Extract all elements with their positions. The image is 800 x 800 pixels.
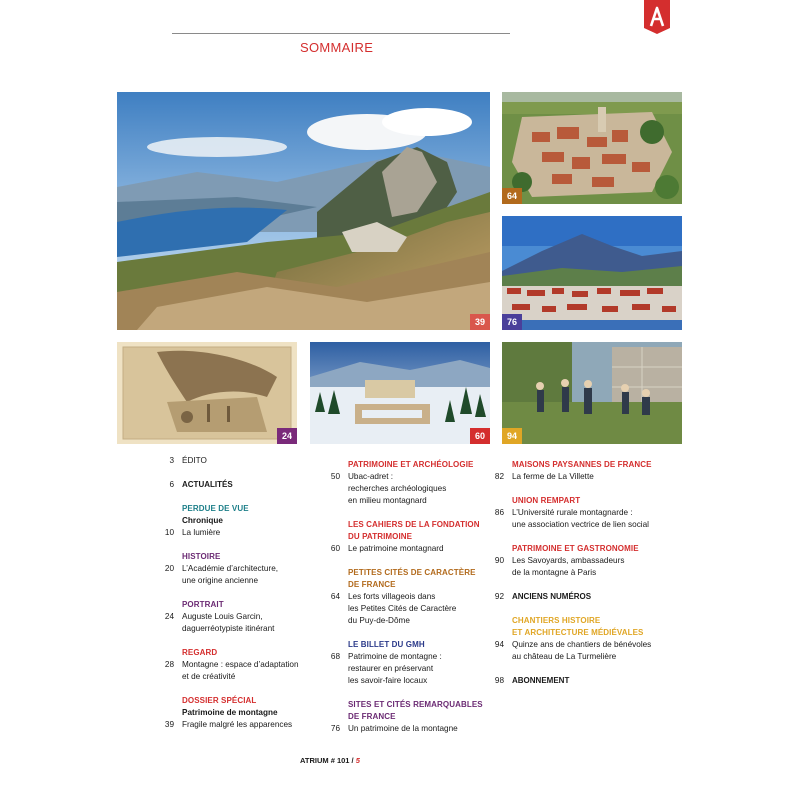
page-number: 39 <box>164 720 174 729</box>
photo-village-aerial[interactable] <box>502 92 682 204</box>
page-number: 64 <box>330 592 340 601</box>
page-badge: 24 <box>277 428 297 444</box>
rubric: HISTOIRE <box>182 552 221 561</box>
page-number: 86 <box>494 508 504 517</box>
rubric: PATRIMOINE ET GASTRONOMIE <box>512 544 639 553</box>
toc-entry-abonnement[interactable] <box>492 675 692 687</box>
atrium-logo <box>644 0 670 34</box>
toc-entry-chantiers[interactable] <box>492 615 692 663</box>
rubric: MAISONS PAYSANNES DE FRANCE <box>512 460 652 469</box>
toc-entry-maisons-paysannes[interactable] <box>492 459 692 483</box>
rubric: PATRIMOINE ET ARCHÉOLOGIE <box>348 460 474 469</box>
toc-entry-edito[interactable] <box>162 455 312 467</box>
toc-entry-dossier-special[interactable] <box>162 695 312 731</box>
page-number: 90 <box>494 556 504 565</box>
page-number: 10 <box>164 528 174 537</box>
entry-title: Patrimoine de montagne : restaurer en préservant les savoir-faire locaux <box>348 652 442 685</box>
photo-daguerreotype[interactable] <box>117 342 297 444</box>
rubric: ANCIENS NUMÉROS <box>512 592 592 601</box>
rubric: CHANTIERS HISTOIRE ET ARCHITECTURE MÉDIÉVALES <box>512 616 644 637</box>
rubric: ABONNEMENT <box>512 676 570 685</box>
toc-column-3 <box>492 459 692 699</box>
page-badge: 39 <box>470 314 490 330</box>
page-number: 68 <box>330 652 340 661</box>
page-number: 94 <box>494 640 504 649</box>
page-number: 20 <box>164 564 174 573</box>
toc-entry-anciens-numeros[interactable] <box>492 591 692 603</box>
toc-entry-perdue-de-vue[interactable] <box>162 503 312 539</box>
page-number: 3 <box>169 456 174 465</box>
page-footer <box>300 756 360 765</box>
page-badge: 76 <box>502 314 522 330</box>
rubric: PORTRAIT <box>182 600 224 609</box>
toc-entry-portrait[interactable] <box>162 599 312 635</box>
rubric: SITES ET CITÉS REMARQUABLES DE FRANCE <box>348 700 483 721</box>
photo-basque-town[interactable] <box>502 216 682 330</box>
folio: 5 <box>355 756 360 765</box>
page-number: 92 <box>494 592 504 601</box>
entry-subtitle: Chronique <box>182 516 223 525</box>
entry-title: Auguste Louis Garcin, daguerréotypiste itinérant <box>182 612 275 633</box>
rubric: PETITES CITÉS DE CARACTÈRE DE FRANCE <box>348 568 476 589</box>
page-number: 60 <box>330 544 340 553</box>
entry-title: L’Académie d’architecture, une origine ancienne <box>182 564 279 585</box>
rubric: LES CAHIERS DE LA FONDATION DU PATRIMOINE <box>348 520 480 541</box>
rubric: DOSSIER SPÉCIAL <box>182 696 257 705</box>
footer-separator: / <box>349 756 356 765</box>
entry-subtitle: Patrimoine de montagne <box>182 708 278 717</box>
toc-entry-actualites[interactable] <box>162 479 312 491</box>
page-badge: 94 <box>502 428 522 444</box>
entry-title: La ferme de La Villette <box>512 472 594 481</box>
toc-entry-billet-gmh[interactable] <box>328 639 490 687</box>
page-number: 82 <box>494 472 504 481</box>
rubric: LE BILLET DU GMH <box>348 640 425 649</box>
page-badge: 60 <box>470 428 490 444</box>
toc-entry-petites-cites[interactable] <box>328 567 490 627</box>
toc-entry-union-rempart[interactable] <box>492 495 692 531</box>
page-number: 98 <box>494 676 504 685</box>
toc-column-1 <box>162 455 312 743</box>
entry-title: Quinze ans de chantiers de bénévoles au château de La Turmelière <box>512 640 652 661</box>
toc-entry-regard[interactable] <box>162 647 312 683</box>
rubric: ACTUALITÉS <box>182 480 233 489</box>
toc-column-2 <box>328 459 490 747</box>
rubric: REGARD <box>182 648 218 657</box>
top-rule <box>172 33 510 34</box>
entry-title: Fragile malgré les apparences <box>182 720 293 729</box>
entry-title: Ubac-adret : recherches archéologiques en milieu montagnard <box>348 472 447 505</box>
page-number: 24 <box>164 612 174 621</box>
toc-entry-gastronomie[interactable] <box>492 543 692 579</box>
entry-title: Un patrimoine de la montagne <box>348 724 458 733</box>
entry-title: Les Savoyards, ambassadeurs de la montagne à Paris <box>512 556 625 577</box>
magazine-issue: ATRIUM # 101 <box>300 756 350 765</box>
photo-volunteers[interactable] <box>502 342 682 444</box>
entry-title: La lumière <box>182 528 221 537</box>
entry-title: Le patrimoine montagnard <box>348 544 444 553</box>
page-title: SOMMAIRE <box>300 40 374 55</box>
entry-title: ÉDITO <box>182 456 207 465</box>
toc-entry-fondation-patrimoine[interactable] <box>328 519 490 555</box>
page-number: 28 <box>164 660 174 669</box>
entry-title: Les forts villageois dans les Petites Cités de Caractère du Puy-de-Dôme <box>348 592 457 625</box>
toc-entry-sites-cites[interactable] <box>328 699 490 735</box>
page-number: 6 <box>169 480 174 489</box>
entry-title: Montagne : espace d’adaptation et de créativité <box>182 660 299 681</box>
page-badge: 64 <box>502 188 522 204</box>
page-number: 76 <box>330 724 340 733</box>
photo-snow-fort[interactable] <box>310 342 490 444</box>
entry-title: L’Université rurale montagnarde : une association vectrice de lien social <box>512 508 649 529</box>
photo-mountain-lake[interactable] <box>117 92 490 330</box>
rubric: UNION REMPART <box>512 496 581 505</box>
rubric: PERDUE DE VUE <box>182 504 249 513</box>
toc-entry-histoire[interactable] <box>162 551 312 587</box>
toc-entry-patrimoine-archeologie[interactable] <box>328 459 490 507</box>
page-number: 50 <box>330 472 340 481</box>
